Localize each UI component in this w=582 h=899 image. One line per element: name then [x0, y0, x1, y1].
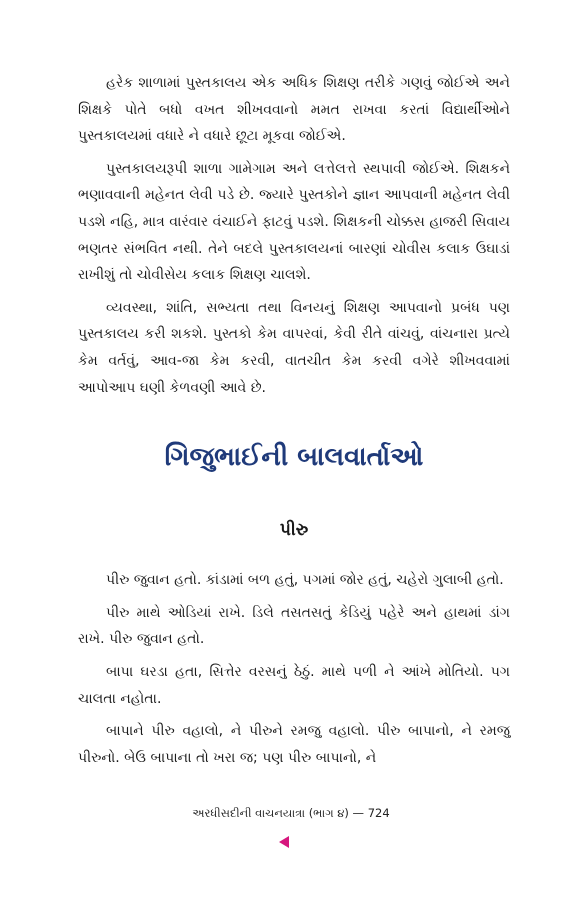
- story-paragraph-4: બાપાને પીરુ વહાલો, ને પીરુને રમજુ વહાલો. પીરુ બાપાનો, ને રમજુ પીરુનો. બેઉ બાપાના તો ખરા જ; પણ પીરુ બાપાનો, ને: [78, 723, 510, 766]
- story-title: પીરુ: [279, 520, 309, 541]
- previous-page-icon[interactable]: [279, 836, 289, 848]
- story-paragraph-3: બાપા ઘરડા હતા, સિત્તેર વરસનું ઠેઠું. માથે પળી ને આંખે મોતિયો. પગ ચાલતા નહોતા.: [78, 663, 510, 707]
- page-body: [78, 70, 510, 777]
- story-paragraph-1: પીરુ જુવાન હતો. કાંડામાં બળ હતું, પગમાં જોર હતું, ચહેરો ગુલાબી હતો.: [106, 572, 504, 589]
- intro-paragraph-2: પુસ્તકાલયરૂપી શાળા ગામેગામ અને લત્તેલત્તે સ્થપાવી જોઈએ. શિક્ષકને ભણાવવાની મહેનત લેવી પડે છે. જ્યારે પુસ્તકોને જ્ઞાન આપવાની મહેનત લેવી પડશે નહિ, માત્ર વારંવાર વંચાઈને ફાટવું પડશે. શિક્ષકની ચોક્કસ હાજરી સિવાય ભણતર સંભવિત નથી. તેને બદલે પુસ્તકાલયનાં બારણાં ચોવીસ કલાક ઉઘાડાં રાખીશું તો ચોવીસેય કલાક શિક્ષણ ચાલશે.: [78, 160, 511, 284]
- page-footer: [0, 806, 582, 821]
- footer-separator: —: [352, 806, 365, 820]
- footer-page-number: 724: [367, 806, 390, 820]
- footer-book-title: અરધીસદીની વાચનયાત્રા (ભાગ ૪): [192, 806, 349, 820]
- story-paragraph-2: પીરુ માથે ઓડિયાં રાખે. ડિલે તસતસતું કેડિયું પહેરે અને હાથમાં ડાંગ રાખે. પીરુ જુવાન હતો.: [78, 604, 510, 648]
- intro-paragraph-1: હરેક શાળામાં પુસ્તકાલય એક અધિક શિક્ષણ તરીકે ગણવું જોઈએ અને શિક્ષકે પોતે બધો વખત શીખવવાનો મમત રાખવા કરતાં વિદ્યાર્થીઓને પુસ્તકાલયમાં વધારે ને વધારે છૂટા મૂકવા જોઈએ.: [78, 75, 510, 145]
- intro-paragraph-3: વ્યવસ્થા, શાંતિ, સભ્યતા તથા વિનયનું શિક્ષણ આપવાનો પ્રબંધ પણ પુસ્તકાલય કરી શકશે. પુસ્તકો કેમ વાપરવાં, કેવી રીતે વાંચવું, વાંચનારા પ્રત્યે કેમ વર્તવું, આવ-જા કેમ કરવી, વાતચીત કેમ કરવી વગેરે શીખવવામાં આપોઆપ ઘણી કેળવણી આવે છે.: [78, 299, 510, 396]
- section-title: ગિજુભાઈની બાલવાર્તાઓ: [164, 442, 424, 473]
